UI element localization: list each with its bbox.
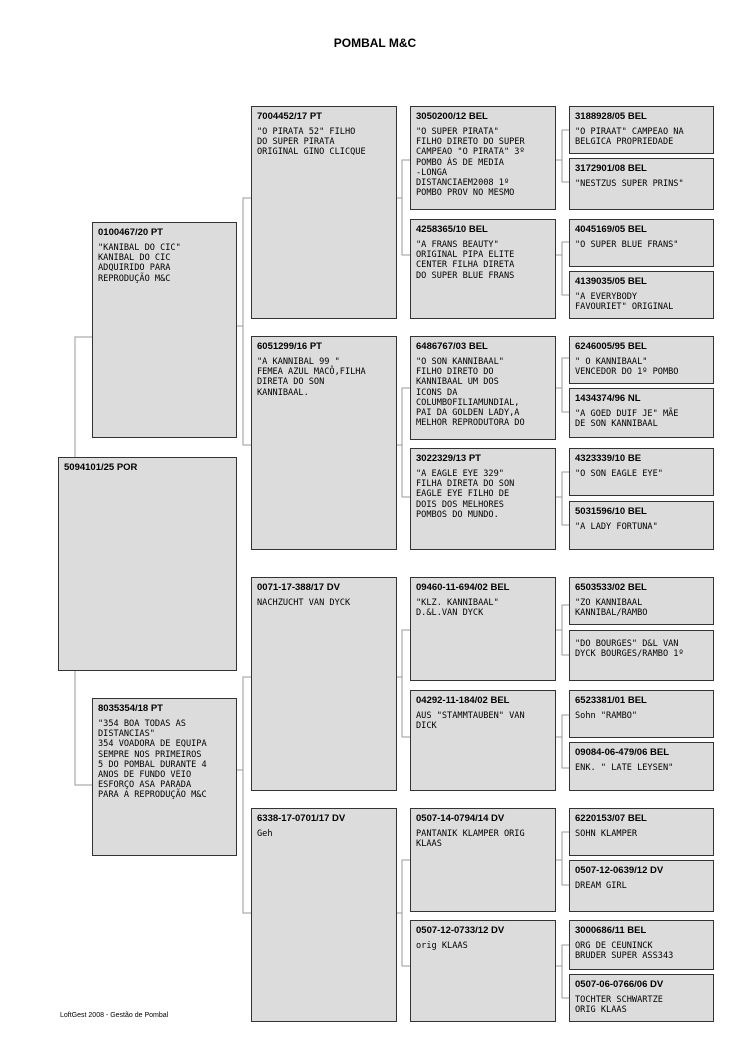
pedigree-card-ssd[interactable] — [410, 219, 556, 319]
description: "O PIRAAT" CAMPEAO NA BELGICA PROPRIEDADE — [575, 127, 684, 148]
description: "A EVERYBODY FAVOURIET" ORIGINAL — [575, 292, 674, 313]
description: "A KANNIBAL 99 " FEMEA AZUL MACÔ,FILHA DIRETA DO SON KANNIBAAL. — [257, 357, 366, 398]
description: PANTANIK KLAMPER ORIG KLAAS — [416, 829, 525, 850]
description: AUS "STAMMTAUBEN" VAN DICK — [416, 711, 525, 732]
pedigree-card-ssds[interactable] — [569, 219, 714, 267]
pedigree-card-dsds[interactable] — [569, 690, 714, 738]
description: DREAM GIRL — [575, 881, 627, 891]
description: orig KLAAS — [416, 941, 468, 951]
description: "O SUPER BLUE FRANS" — [575, 240, 679, 250]
pedigree-card-dam[interactable] — [92, 698, 237, 856]
ring-number: 0507-06-0766/06 DV — [575, 979, 664, 990]
ring-number: 04292-11-184/02 BEL — [416, 695, 510, 706]
pedigree-card-dsss[interactable] — [569, 577, 714, 625]
description: "O SON KANNIBAAL" FILHO DIRETO DO KANNIBAAL UM DOS ICONS DA COLUMBOFILIAMUNDIAL, PAI DA GOLDEN LADY,A MELHOR REPRODUTORA DO — [416, 357, 525, 429]
description: "O SON EAGLE EYE" — [575, 469, 663, 479]
ring-number: 4045169/05 BEL — [575, 224, 647, 235]
ring-number: 4139035/05 BEL — [575, 276, 647, 287]
description: "A GOED DUIF JE" MÃE DE SON KANNIBAAL — [575, 409, 679, 430]
pedigree-card-ddd[interactable] — [410, 920, 556, 1022]
description: "ZO KANNIBAAL KANNIBAL/RAMBO — [575, 598, 648, 619]
pedigree-card-sdd[interactable] — [410, 448, 556, 550]
ring-number: 5094101/25 POR — [64, 462, 138, 473]
description: "O SUPER PIRATA" FILHO DIRETO DO SUPER CAMPEAO "O PIRATA" 3º POMBO ÁS DE MEDIA -LONGA DISTANCIAEM2008 1º POMBO PROV NO MESMO — [416, 127, 525, 199]
ring-number: 3022329/13 PT — [416, 453, 481, 464]
ring-number: 0071-17-388/17 DV — [257, 582, 340, 593]
pedigree-card-dddd[interactable] — [569, 974, 714, 1022]
pedigree-card-ssss[interactable] — [569, 106, 714, 154]
footer-credit: LoftGest 2008 - Gestão de Pombal — [60, 1012, 169, 1019]
description: Geh — [257, 829, 273, 839]
ring-number: 09084-06-479/06 BEL — [575, 747, 670, 758]
pedigree-card-dds[interactable] — [410, 808, 556, 912]
ring-number: 3000686/11 BEL — [575, 925, 647, 936]
description: "A LADY FORTUNA" — [575, 522, 658, 532]
pedigree-card-sdsd[interactable] — [569, 388, 714, 438]
pedigree-card-sddd[interactable] — [569, 501, 714, 550]
ring-number: 6503533/02 BEL — [575, 582, 647, 593]
description: " O KANNIBAAL" VENCEDOR DO 1º POMBO — [575, 357, 679, 378]
description: SOHN KLAMPER — [575, 829, 638, 839]
pedigree-card-ddds[interactable] — [569, 920, 714, 970]
description: "354 BOA TODAS AS DISTANCIAS" 354 VOADORA DE EQUIPA SEMPRE NOS PRIMEIROS 5 DO POMBAL DURANTE 4 ANOS DE FUNDO VEIO ESFORÇO ASA PARADA PARA A REPRODUÇÃO M&C — [98, 719, 207, 801]
ring-number: 7004452/17 PT — [257, 111, 322, 122]
pedigree-card-sssd[interactable] — [569, 158, 714, 210]
description: "O PIRATA 52" FILHO DO SUPER PIRATA ORIGINAL GINO CLICQUE — [257, 127, 366, 158]
ring-number: 6051299/16 PT — [257, 341, 322, 352]
ring-number: 8035354/18 PT — [98, 703, 163, 714]
description: ORG DE CEUNINCK BRUDER SUPER ASS343 — [575, 941, 674, 962]
ring-number: 3172901/08 BEL — [575, 163, 647, 174]
description: NACHZUCHT VAN DYCK — [257, 598, 351, 608]
description: "A FRANS BEAUTY" ORIGINAL PIPA ELITE CENTER FILHA DIRETA DO SUPER BLUE FRANS — [416, 240, 515, 281]
pedigree-card-dssd[interactable] — [569, 630, 714, 681]
ring-number: 4323339/10 BE — [575, 453, 642, 464]
pedigree-card-sire-dam[interactable] — [251, 336, 397, 550]
ring-number: 5031596/10 BEL — [575, 506, 647, 517]
pedigree-card-sdds[interactable] — [569, 448, 714, 496]
pedigree-card-ddss[interactable] — [569, 808, 714, 856]
ring-number: 0507-12-0639/12 DV — [575, 865, 664, 876]
description: "NESTZUS SUPER PRINS" — [575, 179, 684, 189]
description: TOCHTER SCHWARTZE ORIG KLAAS — [575, 995, 663, 1016]
ring-number: 3188928/05 BEL — [575, 111, 647, 122]
pedigree-card-sire[interactable] — [92, 222, 237, 438]
ring-number: 09460-11-694/02 BEL — [416, 582, 510, 593]
pedigree-card-dss[interactable] — [410, 577, 556, 681]
pedigree-card-sds[interactable] — [410, 336, 556, 440]
ring-number: 6338-17-0701/17 DV — [257, 813, 346, 824]
page-title: POMBAL M&C — [333, 36, 417, 50]
ring-number: 6523381/01 BEL — [575, 695, 647, 706]
pedigree-card-dsd[interactable] — [410, 690, 556, 791]
description: "DO BOURGES" D&L VAN DYCK BOURGES/RAMBO 1º — [575, 639, 684, 660]
description: Sohn "RAMBO" — [575, 711, 638, 721]
pedigree-card-dsdd[interactable] — [569, 742, 714, 791]
ring-number: 3050200/12 BEL — [416, 111, 488, 122]
ring-number: 0507-12-0733/12 DV — [416, 925, 505, 936]
pedigree-card-sire-sire[interactable] — [251, 106, 397, 319]
ring-number: 1434374/96 NL — [575, 393, 641, 404]
ring-number: 4258365/10 BEL — [416, 224, 488, 235]
pedigree-card-dam-sire[interactable] — [251, 577, 397, 791]
pedigree-card-dam-dam[interactable] — [251, 808, 397, 1022]
description: "KANIBAL DO CIC" KANIBAL DO CIC ADQUIRIDO PARA REPRODUÇÃO M&C — [98, 243, 181, 284]
description: ENK. " LATE LEYSEN" — [575, 763, 674, 773]
ring-number: 0507-14-0794/14 DV — [416, 813, 505, 824]
ring-number: 6486767/03 BEL — [416, 341, 488, 352]
ring-number: 6246005/95 BEL — [575, 341, 647, 352]
pedigree-card-ddsd[interactable] — [569, 860, 714, 912]
description: "A EAGLE EYE 329" FILHA DIRETA DO SON EAGLE EYE FILHO DE DOIS DOS MELHORES POMBOS DO MUNDO. — [416, 469, 515, 520]
pedigree-card-subject[interactable] — [58, 457, 237, 671]
ring-number: 6220153/07 BEL — [575, 813, 647, 824]
description: "KLZ. KANNIBAAL" D.&L.VAN DYCK — [416, 598, 499, 619]
ring-number: 0100467/20 PT — [98, 227, 163, 238]
pedigree-card-ssdd[interactable] — [569, 271, 714, 319]
pedigree-card-sss[interactable] — [410, 106, 556, 210]
pedigree-card-sdss[interactable] — [569, 336, 714, 384]
